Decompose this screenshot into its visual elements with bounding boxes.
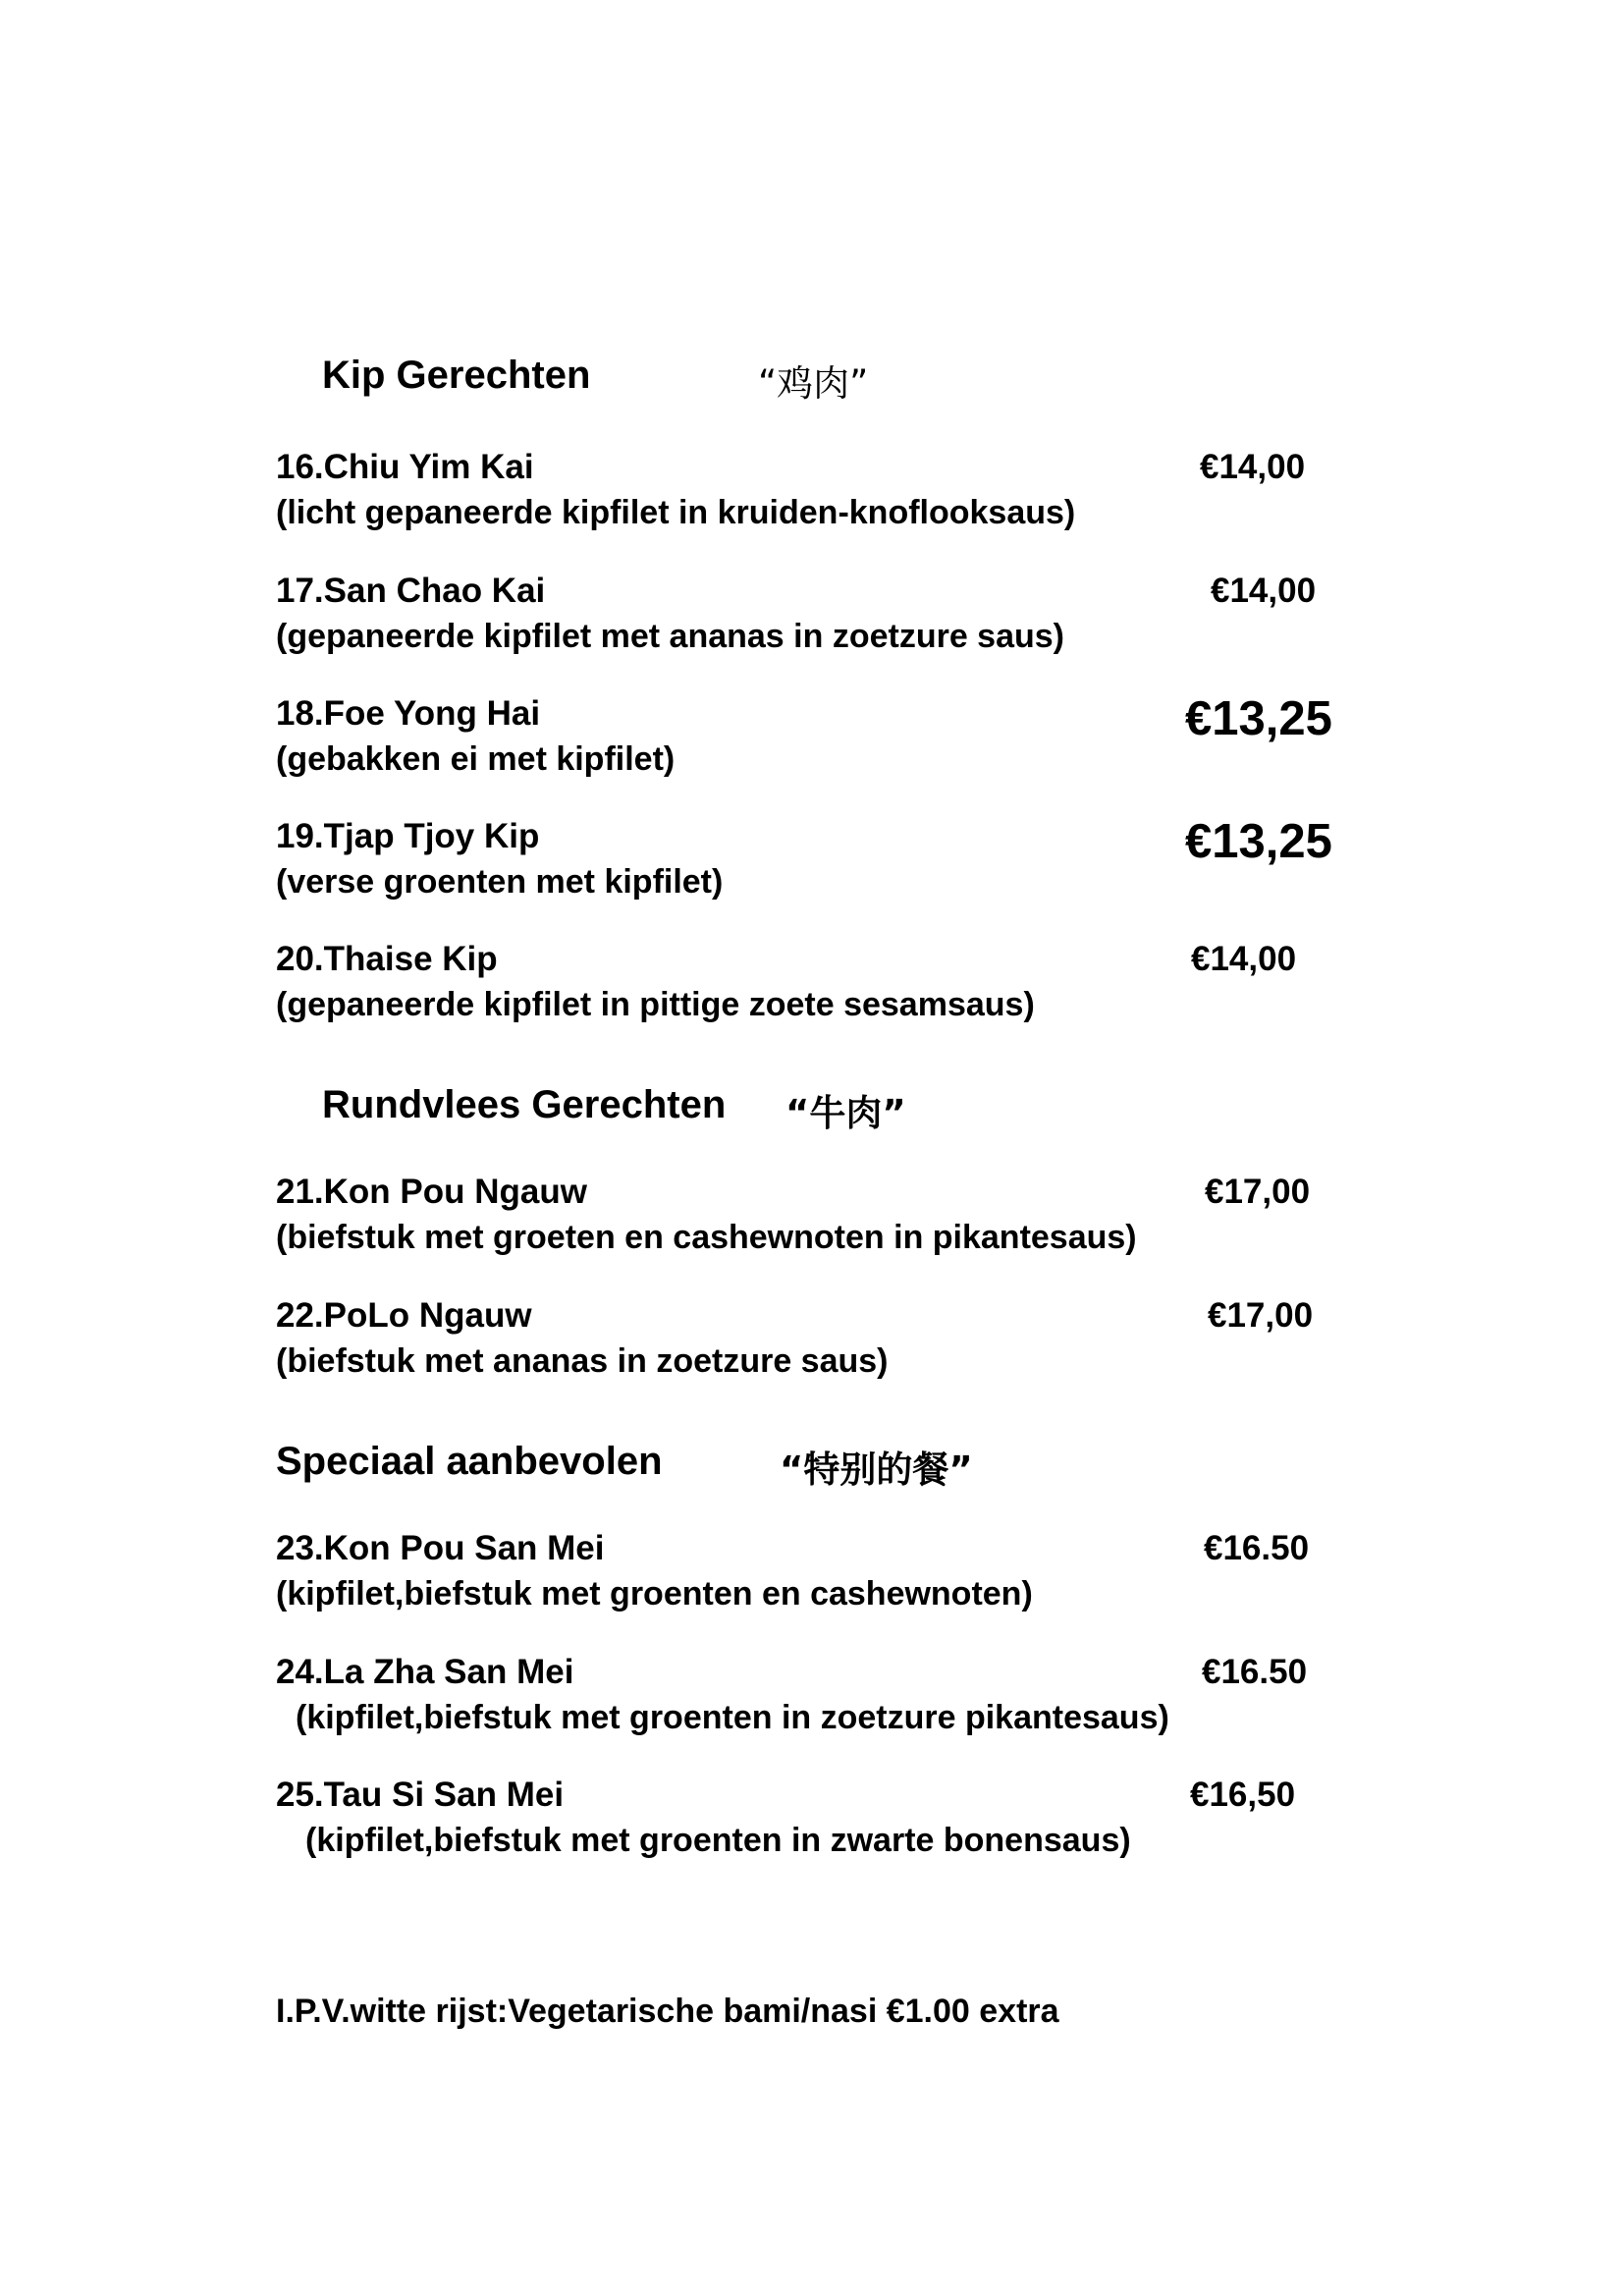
section-chinese-speciaal: “特别的餐” — [780, 1449, 973, 1491]
section-title-speciaal: Speciaal aanbevolen — [276, 1440, 663, 1483]
menu-item-name: 24.La Zha San Mei — [276, 1653, 574, 1691]
menu-item-price: €16.50 — [1204, 1529, 1310, 1567]
menu-item-description: (gebakken ei met kipfilet) — [276, 740, 676, 778]
menu-item-price: €14,00 — [1211, 572, 1317, 610]
menu-item-description: (biefstuk met groeten en cashewnoten in pikantesaus) — [276, 1219, 1137, 1256]
menu-item-name: 23.Kon Pou San Mei — [276, 1529, 605, 1567]
section-chinese-rundvlees: “牛肉” — [785, 1092, 906, 1134]
section-title-kip: Kip Gerechten — [322, 354, 591, 397]
menu-item-name: 22.PoLo Ngauw — [276, 1296, 532, 1335]
section-chinese-kip: “鸡肉” — [758, 362, 869, 405]
menu-item-price: €16,50 — [1190, 1776, 1296, 1814]
menu-item-description: (biefstuk met ananas in zoetzure saus) — [276, 1342, 889, 1380]
menu-item-price: €13,25 — [1185, 692, 1332, 745]
menu-item-name: 25.Tau Si San Mei — [276, 1776, 565, 1814]
section-title-rundvlees: Rundvlees Gerechten — [322, 1083, 727, 1126]
menu-item-description: (gepaneerde kipfilet met ananas in zoetzure saus) — [276, 618, 1065, 655]
menu-item-name: 16.Chiu Yim Kai — [276, 448, 534, 486]
menu-item-name: 17.San Chao Kai — [276, 572, 546, 610]
menu-item-price: €17,00 — [1208, 1296, 1314, 1335]
menu-item-price: €17,00 — [1205, 1173, 1311, 1211]
menu-item-price: €16.50 — [1202, 1653, 1308, 1691]
menu-item-description: (licht gepaneerde kipfilet in kruiden-knoflooksaus) — [276, 494, 1076, 531]
menu-item-description: (kipfilet,biefstuk met groenten en cashewnoten) — [276, 1575, 1033, 1613]
menu-item-price: €13,25 — [1185, 815, 1332, 868]
menu-item-description: (gepaneerde kipfilet in pittige zoete sesamsaus) — [276, 986, 1035, 1023]
menu-item-price: €14,00 — [1191, 940, 1297, 978]
footer-note: I.P.V.witte rijst:Vegetarische bami/nasi €1.00 extra — [276, 1993, 1059, 2030]
menu-item-description: (kipfilet,biefstuk met groenten in zoetzure pikantesaus) — [296, 1699, 1169, 1736]
menu-item-description: (verse groenten met kipfilet) — [276, 863, 724, 901]
menu-item-name: 18.Foe Yong Hai — [276, 694, 541, 733]
menu-item-price: €14,00 — [1200, 448, 1306, 486]
menu-item-name: 21.Kon Pou Ngauw — [276, 1173, 587, 1211]
menu-item-name: 20.Thaise Kip — [276, 940, 498, 978]
menu-item-name: 19.Tjap Tjoy Kip — [276, 817, 540, 855]
menu-item-description: (kipfilet,biefstuk met groenten in zwarte bonensaus) — [305, 1822, 1131, 1859]
